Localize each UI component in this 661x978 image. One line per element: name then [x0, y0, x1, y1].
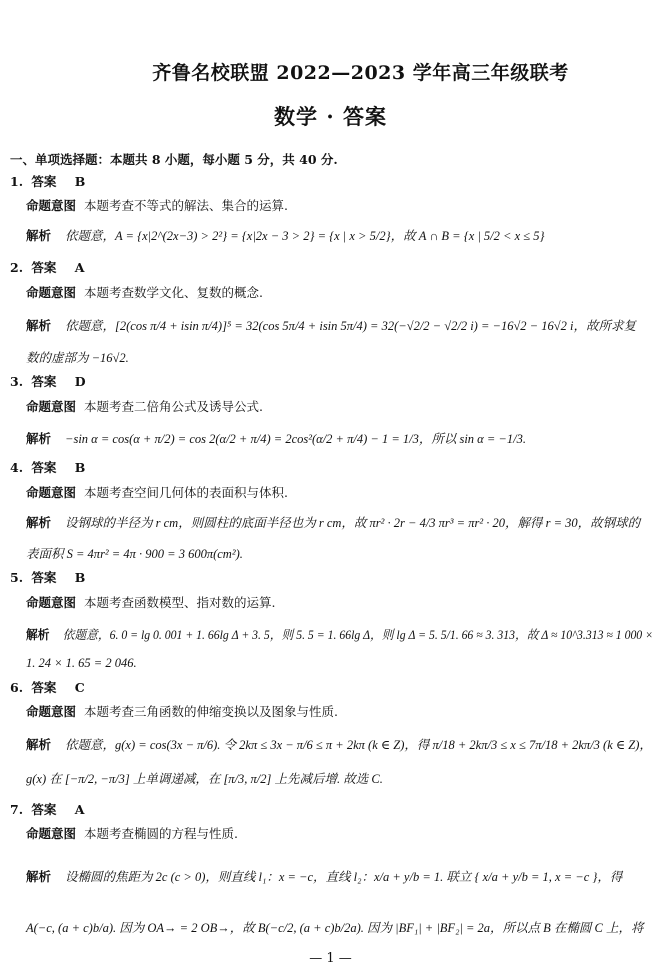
question-6-intent: 命题意图 本题考查三角函数的伸缩变换以及图象与性质.	[26, 704, 338, 719]
question-7-analysis-cont: A(−c, (a + c)b/a). 因为 OA→ = 2 OB→，故 B(−c/2, (a + c)b/2a). 因为 |BF₁| + |BF₂| = 2a，所以点 B 在椭圆 C 上，将	[26, 921, 644, 935]
intent-label: 命题意图	[26, 198, 77, 213]
question-3-header: 3. 答案 D	[10, 374, 86, 389]
answer-label: 答案	[31, 174, 57, 189]
question-4-analysis-cont: 表面积 S = 4πr² = 4π · 900 = 3 600π(cm²).	[26, 547, 243, 561]
question-2-analysis: 解析 依题意，[2(cos π/4 + isin π/4)]⁵ = 32(cos 5π/4 + isin 5π/4) = 32(−√2/2 − √2/2 i) = −16√2 − 16√2 i，故所求复	[26, 319, 636, 333]
question-2-intent: 命题意图 本题考查数学文化、复数的概念.	[26, 285, 263, 300]
question-5-analysis: 解析 依题意，6. 0 = lg 0. 001 + 1. 66lg Δ + 3. 5，则 5. 5 = 1. 66lg Δ，则 lg Δ = 5. 5/1. 66 ≈ 3. 313，故 Δ ≈ 10^3.313 ≈ 1 000 ×	[26, 628, 654, 642]
question-4-analysis: 解析 设钢球的半径为 r cm，则圆柱的底面半径也为 r cm，故 πr² · 2r − 4/3 πr³ = πr² · 20，解得 r = 30，故钢球的	[26, 516, 641, 530]
question-6-analysis: 解析 依题意，g(x) = cos(3x − π/6). 令 2kπ ≤ 3x − π/6 ≤ π + 2kπ (k ∈ Z)，得 π/18 + 2kπ/3 ≤ x ≤ 7π/18 + 2kπ/3 (k ∈ Z)，	[26, 738, 652, 752]
question-5-analysis-cont: 1. 24 × 1. 65 = 2 046.	[26, 656, 137, 670]
question-4-header: 4. 答案 B	[10, 460, 86, 475]
question-2-analysis-cont: 数的虚部为 −16√2.	[26, 351, 129, 365]
question-5-header: 5. 答案 B	[10, 570, 86, 585]
question-6-analysis-cont: g(x) 在 [−π/2, −π/3] 上单调递减，在 [π/3, π/2] 上先减后增. 故选 C.	[26, 772, 383, 786]
question-6-header: 6. 答案 C	[10, 680, 85, 695]
question-3-intent: 命题意图 本题考查二倍角公式及诱导公式.	[26, 399, 263, 414]
question-7-header: 7. 答案 A	[10, 802, 85, 817]
page-number: — 1 —	[309, 951, 352, 966]
question-7-intent: 命题意图 本题考查椭圆的方程与性质.	[26, 826, 238, 841]
section-title: 一、单项选择题：本题共 8 小题，每小题 5 分，共 40 分.	[10, 152, 338, 167]
exam-subtitle: 数学 · 答案	[274, 104, 387, 129]
question-7-analysis: 解析 设椭圆的焦距为 2c (c > 0)，则直线 l₁：x = −c，直线 l₂：x/a + y/b = 1. 联立 { x/a + y/b = 1, x = −c }，得	[26, 870, 623, 884]
analysis-label: 解析	[26, 229, 52, 243]
answer-value: B	[74, 174, 86, 189]
exam-title: 齐鲁名校联盟 2022—2023 学年高三年级联考	[152, 62, 569, 84]
question-number: 1.	[10, 174, 24, 189]
question-1-intent: 命题意图 本题考查不等式的解法、集合的运算.	[26, 198, 288, 213]
question-2-header: 2. 答案 A	[10, 260, 85, 275]
question-5-intent: 命题意图 本题考查函数模型、指对数的运算.	[26, 595, 276, 610]
question-4-intent: 命题意图 本题考查空间几何体的表面积与体积.	[26, 485, 288, 500]
question-1-analysis: 解析 依题意，A = {x|2^(2x−3) > 2²} = {x|2x − 3 > 2} = {x | x > 5/2}，故 A ∩ B = {x | 5/2 < x ≤ 5}	[26, 229, 545, 243]
question-1-header	[10, 174, 85, 190]
question-3-analysis: 解析 −sin α = cos(α + π/2) = cos 2(α/2 + π/4) = 2cos²(α/2 + π/4) − 1 = 1/3，所以 sin α = −1/3.	[26, 432, 526, 446]
